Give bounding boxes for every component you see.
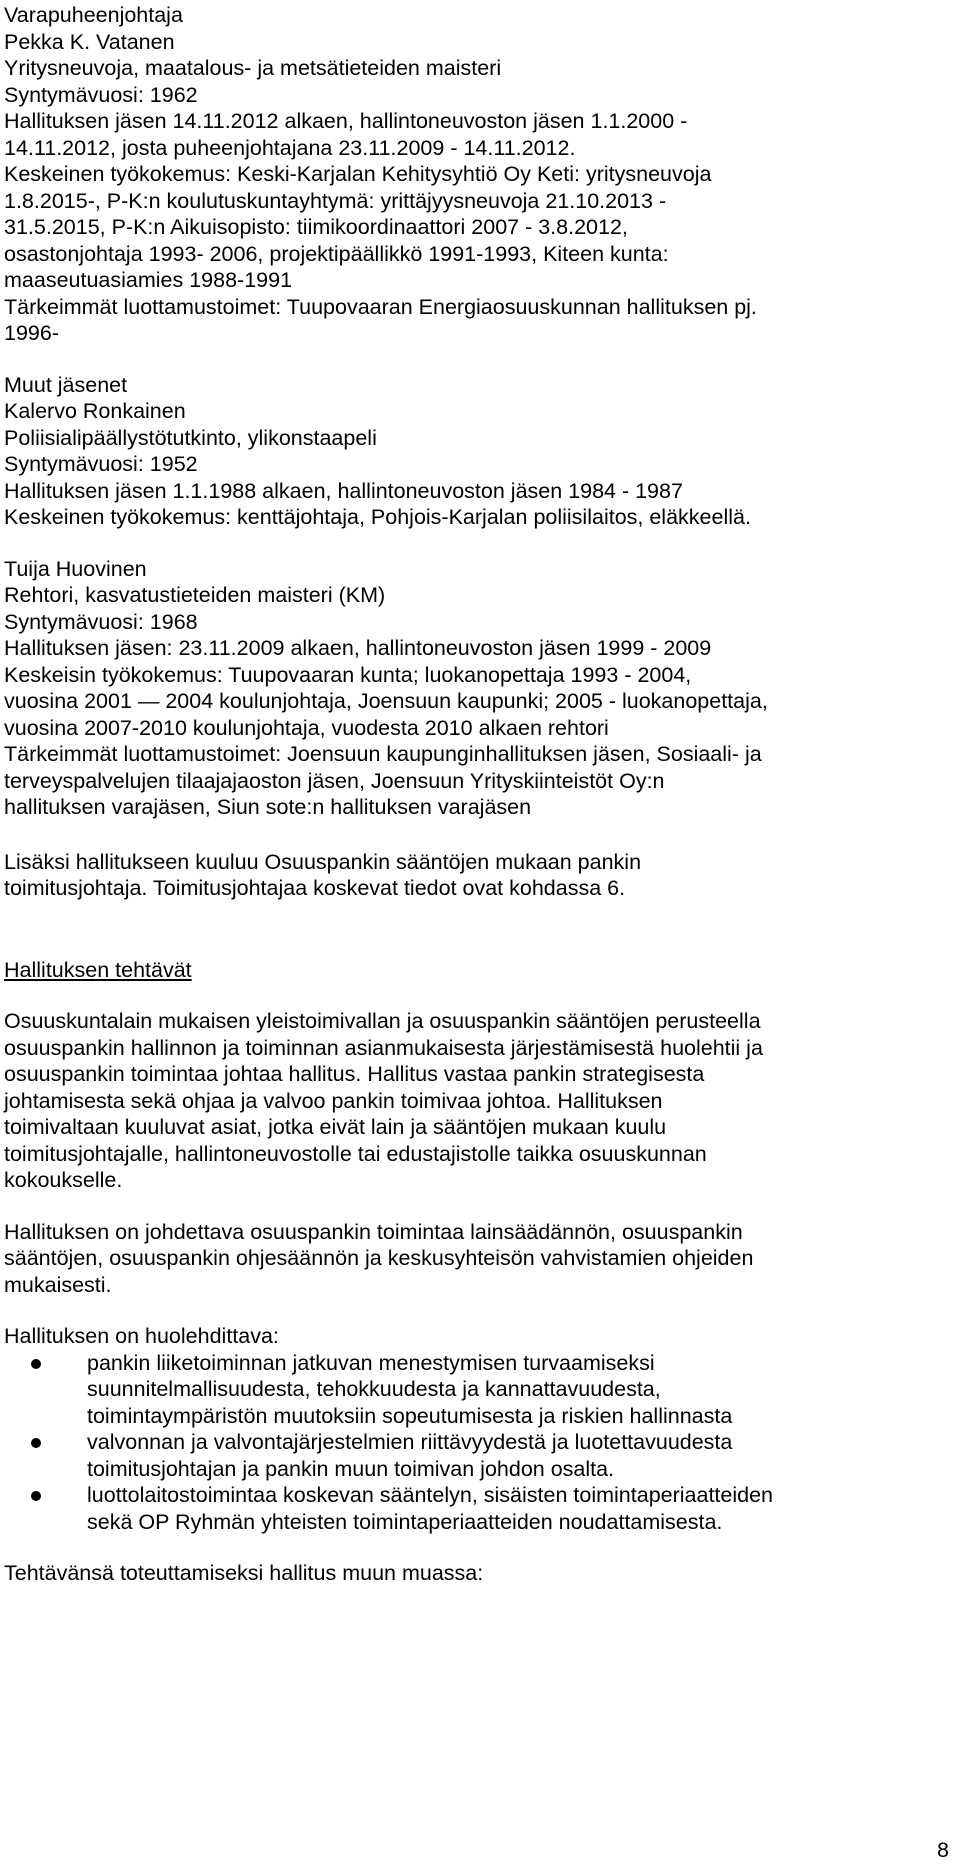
list-item: [4, 1482, 954, 1535]
list-item-line: valvonnan ja valvontajärjestelmien riittävyydestä ja luotettavuudesta: [87, 1430, 733, 1454]
list-item-line: suunnitelmallisuudesta, tehokkuudesta ja kannattavuudesta,: [87, 1377, 661, 1401]
member-text-line: Keskeinen työkokemus: kenttäjohtaja, Pohjois-Karjalan poliisilaitos, eläkkeellä.: [4, 505, 751, 529]
spacer: [4, 821, 954, 849]
list-intro: Hallituksen on huolehdittava:: [4, 1324, 279, 1348]
duties-paragraph: [4, 1008, 954, 1194]
member-text-line: Tärkeimmät luottamustoimet: Joensuun kaupunginhallituksen jäsen, Sosiaali- ja: [4, 742, 762, 766]
duties-list: [4, 1350, 954, 1536]
paragraph-line: toimitusjohtajalle, hallintoneuvostolle tai edustajistolle taikka osuuskunnan: [4, 1141, 707, 1166]
member-text-line: vuosina 2001 ― 2004 koulunjohtaja, Joensuun kaupunki; 2005 - luokanopettaja,: [4, 689, 768, 713]
paragraph-line: kokoukselle.: [4, 1168, 123, 1192]
ceo-note-paragraph: [4, 849, 954, 902]
bullet-icon: [31, 1359, 41, 1369]
list-item-line: toimintaympäristön muutoksiin sopeutumisesta ja riskien hallinnasta: [87, 1403, 733, 1428]
member-name: Pekka K. Vatanen: [4, 29, 175, 54]
vice-chair-block: [4, 2, 954, 347]
paragraph-line: mukaisesti.: [4, 1272, 112, 1297]
list-item-line: sekä OP Ryhmän yhteisten toimintaperiaatteiden noudattamisesta.: [87, 1509, 723, 1534]
paragraph-line: toimitusjohtaja. Toimitusjohtajaa koskevat tiedot ovat kohdassa 6.: [4, 876, 626, 900]
list-item: [4, 1429, 954, 1482]
paragraph-line: osuuspankin toimintaa johtaa hallitus. Hallitus vastaa pankin strategisesta: [4, 1062, 705, 1086]
spacer: [4, 531, 954, 556]
list-item: [4, 1350, 954, 1430]
member-text-line: Syntymävuosi: 1952: [4, 452, 198, 476]
paragraph-line: toimivaltaan kuuluvat asiat, jotka eivät lain ja sääntöjen mukaan kuulu: [4, 1115, 667, 1139]
closing-line: Tehtävänsä toteuttamiseksi hallitus muun muassa:: [4, 1561, 484, 1585]
member-text-line: maaseutuasiamies 1988-1991: [4, 268, 293, 292]
member-huovinen-block: [4, 556, 954, 821]
spacer: [4, 983, 954, 1008]
member-text-line: terveyspalvelujen tilaajajaoston jäsen, Joensuun Yrityskiinteistöt Oy:n: [4, 768, 665, 793]
section-subtitle: Muut jäsenet: [4, 372, 128, 397]
page-content: [4, 2, 954, 1587]
member-text-line: Yritysneuvoja, maatalous- ja metsätieteiden maisteri: [4, 56, 502, 80]
paragraph-line: Osuuskuntalain mukaisen yleistoimivallan ja osuuspankin sääntöjen perusteella: [4, 1009, 761, 1033]
member-text-line: hallituksen varajäsen, Siun sote:n hallituksen varajäsen: [4, 795, 532, 819]
member-text-line: Rehtori, kasvatustieteiden maisteri (KM): [4, 583, 386, 607]
member-text-line: 14.11.2012, josta puheenjohtajana 23.11.2009 - 14.11.2012.: [4, 135, 576, 160]
paragraph-line: johtamisesta sekä ohjaa ja valvoo pankin toimivaa johtoa. Hallituksen: [4, 1088, 663, 1113]
spacer: [4, 347, 954, 372]
bullet-icon: [31, 1491, 41, 1501]
list-item-line: toimitusjohtajan ja pankin muun toimivan johdon osalta.: [87, 1456, 615, 1481]
spacer: [4, 1194, 954, 1219]
paragraph-line: Hallituksen on johdettava osuuspankin toimintaa lainsäädännön, osuuspankin: [4, 1219, 743, 1244]
member-text-line: 1996-: [4, 321, 59, 345]
spacer: [4, 1298, 954, 1323]
paragraph-line: sääntöjen, osuuspankin ohjesäännön ja keskusyhteisön vahvistamien ohjeiden: [4, 1246, 754, 1270]
member-text-line: Syntymävuosi: 1968: [4, 609, 198, 634]
paragraph-line: osuuspankin hallinnon ja toiminnan asianmukaisesta järjestämisestä huolehtii ja: [4, 1035, 763, 1060]
member-text-line: Hallituksen jäsen: 23.11.2009 alkaen, hallintoneuvoston jäsen 1999 - 2009: [4, 636, 712, 660]
member-name: Kalervo Ronkainen: [4, 399, 186, 423]
member-text-line: osastonjohtaja 1993- 2006, projektipäällikkö 1991-1993, Kiteen kunta:: [4, 241, 669, 266]
member-name: Tuija Huovinen: [4, 556, 147, 581]
member-text-line: Keskeisin työkokemus: Tuupovaaran kunta; luokanopettaja 1993 - 2004,: [4, 662, 692, 687]
member-text-line: Keskeinen työkokemus: Keski-Karjalan Kehitysyhtiö Oy Keti: yritysneuvoja: [4, 162, 712, 186]
member-text-line: Syntymävuosi: 1962: [4, 82, 198, 107]
spacer: [4, 1535, 954, 1560]
member-text-line: vuosina 2007-2010 koulunjohtaja, vuodesta 2010 alkaen rehtori: [4, 715, 609, 740]
member-text-line: Tärkeimmät luottamustoimet: Tuupovaaran Energiaosuuskunnan hallituksen pj.: [4, 294, 757, 319]
member-text-line: 31.5.2015, P-K:n Aikuisopisto: tiimikoordinaattori 2007 - 3.8.2012,: [4, 215, 628, 239]
page-number: 8: [937, 1838, 949, 1862]
paragraph-line: Lisäksi hallitukseen kuuluu Osuuspankin sääntöjen mukaan pankin: [4, 849, 642, 874]
list-item-line: luottolaitostoimintaa koskevan sääntelyn, sisäisten toimintaperiaatteiden: [87, 1483, 774, 1507]
bullet-icon: [31, 1438, 41, 1448]
member-text-line: 1.8.2015-, P-K:n koulutuskuntayhtymä: yrittäjyysneuvoja 21.10.2013 -: [4, 188, 667, 213]
compliance-paragraph: [4, 1219, 954, 1299]
other-members-block: [4, 372, 954, 531]
role-title: Varapuheenjohtaja: [4, 3, 183, 27]
list-item-line: pankin liiketoiminnan jatkuvan menestymisen turvaamiseksi: [87, 1350, 655, 1375]
spacer: [4, 902, 954, 957]
member-text-line: Hallituksen jäsen 14.11.2012 alkaen, hallintoneuvoston jäsen 1.1.2000 -: [4, 109, 688, 133]
member-text-line: Hallituksen jäsen 1.1.1988 alkaen, hallintoneuvoston jäsen 1984 - 1987: [4, 478, 683, 503]
member-text-line: Poliisialipäällystötutkinto, ylikonstaapeli: [4, 425, 377, 450]
section-heading: Hallituksen tehtävät: [4, 957, 192, 982]
